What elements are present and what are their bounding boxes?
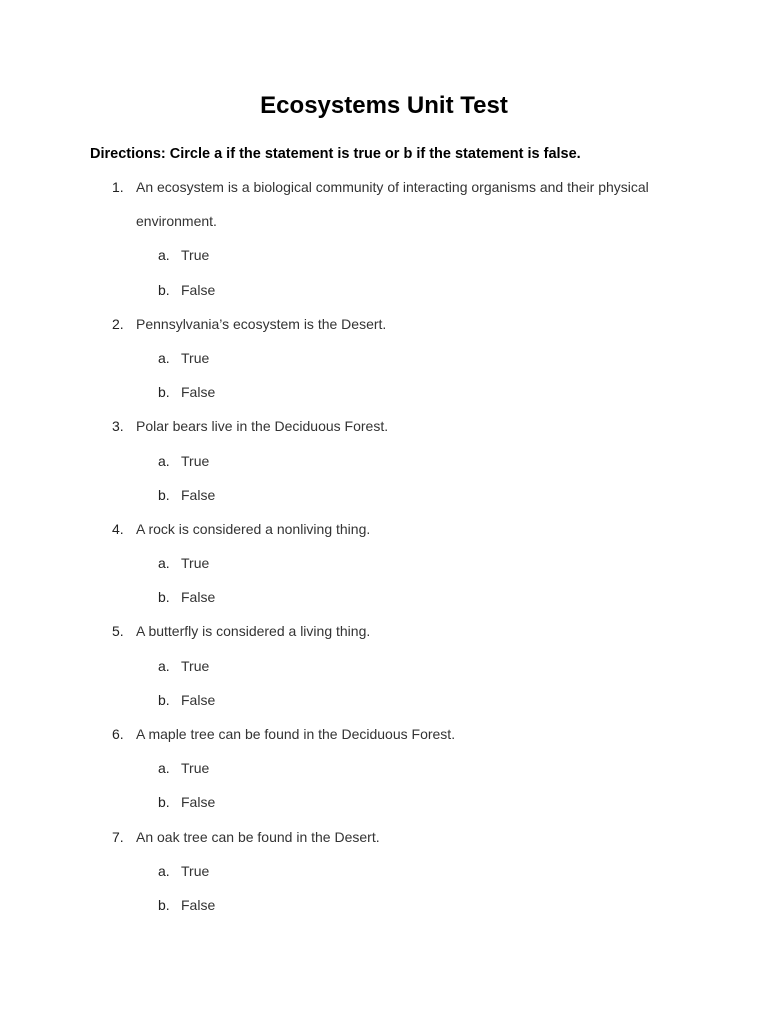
- option-letter: b.: [158, 691, 170, 708]
- question-line: [0, 614, 768, 648]
- answer-option-a[interactable]: [0, 341, 768, 375]
- option-text: False: [181, 794, 216, 811]
- answer-option-b[interactable]: [0, 580, 768, 614]
- option-text: True: [181, 657, 210, 674]
- answer-option-b[interactable]: [0, 375, 768, 409]
- answer-option-b[interactable]: [0, 785, 768, 819]
- option-text: False: [181, 384, 216, 401]
- question-text: environment.: [136, 213, 217, 230]
- question-line: [0, 204, 768, 238]
- question-line: [0, 820, 768, 854]
- option-text: True: [181, 862, 210, 879]
- question-number: 1.: [112, 179, 124, 195]
- option-text: False: [181, 486, 216, 503]
- question-item: [0, 717, 768, 820]
- option-text: False: [181, 281, 216, 298]
- answer-option-a[interactable]: [0, 649, 768, 683]
- option-letter: a.: [158, 862, 170, 879]
- question-number: 3.: [112, 418, 124, 435]
- answer-option-a[interactable]: [0, 854, 768, 888]
- option-text: False: [181, 691, 216, 708]
- question-number: 6.: [112, 726, 124, 742]
- question-text: Polar bears live in the Deciduous Forest.: [136, 418, 389, 435]
- answer-option-a[interactable]: [0, 444, 768, 478]
- option-text: True: [181, 349, 210, 366]
- question-line: [0, 307, 768, 341]
- question-line: [0, 170, 768, 204]
- option-letter: a.: [158, 657, 170, 674]
- answer-option-b[interactable]: [0, 478, 768, 512]
- option-text: True: [181, 760, 210, 777]
- question-text: A butterfly is considered a living thing.: [136, 623, 371, 640]
- question-number: 5.: [112, 623, 124, 640]
- answer-option-b[interactable]: [0, 273, 768, 307]
- question-item: [0, 512, 768, 615]
- option-text: True: [181, 555, 210, 572]
- question-item: [0, 820, 768, 923]
- option-letter: b.: [158, 589, 170, 606]
- option-letter: a.: [158, 760, 170, 777]
- question-item: [0, 409, 768, 512]
- question-number: 4.: [112, 520, 124, 537]
- option-letter: b.: [158, 486, 170, 503]
- question-number: 2.: [112, 315, 124, 332]
- question-line: [0, 409, 768, 443]
- answer-option-a[interactable]: [0, 238, 768, 272]
- answer-option-b[interactable]: [0, 683, 768, 717]
- directions-text: Directions: Circle a if the statement is true or b if the statement is false.: [90, 146, 581, 162]
- option-text: True: [181, 247, 210, 264]
- question-text: An ecosystem is a biological community of interacting organisms and their physical: [136, 179, 649, 195]
- answer-option-b[interactable]: [0, 888, 768, 922]
- option-letter: b.: [158, 281, 170, 298]
- option-letter: a.: [158, 452, 170, 469]
- option-letter: a.: [158, 247, 170, 264]
- option-text: False: [181, 589, 216, 606]
- option-letter: b.: [158, 384, 170, 401]
- question-item: [0, 614, 768, 717]
- question-text: A maple tree can be found in the Deciduous Forest.: [136, 726, 456, 742]
- question-item: [0, 307, 768, 410]
- question-list: [0, 170, 768, 922]
- option-letter: a.: [158, 555, 170, 572]
- page-title: Ecosystems Unit Test: [260, 92, 508, 119]
- question-item: [0, 170, 768, 307]
- option-letter: b.: [158, 896, 170, 913]
- question-text: A rock is considered a nonliving thing.: [136, 520, 371, 537]
- question-text: Pennsylvania’s ecosystem is the Desert.: [136, 315, 387, 332]
- question-line: [0, 717, 768, 751]
- option-text: False: [181, 896, 216, 913]
- option-letter: b.: [158, 794, 170, 811]
- option-text: True: [181, 452, 210, 469]
- answer-option-a[interactable]: [0, 751, 768, 785]
- question-text: An oak tree can be found in the Desert.: [136, 828, 380, 845]
- question-number: 7.: [112, 828, 124, 845]
- answer-option-a[interactable]: [0, 546, 768, 580]
- question-line: [0, 512, 768, 546]
- option-letter: a.: [158, 349, 170, 366]
